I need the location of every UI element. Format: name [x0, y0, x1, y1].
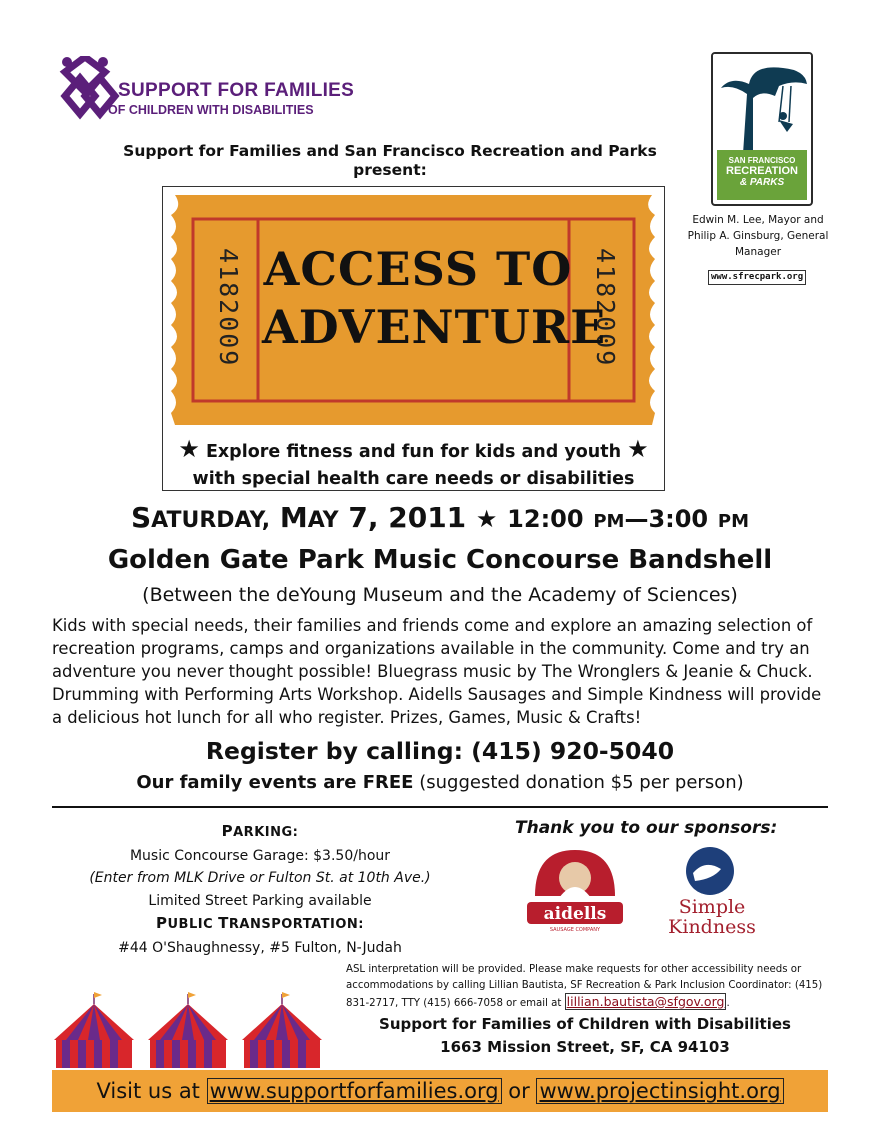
ticket-caption-line2: with special health care needs or disabilities: [192, 469, 635, 489]
presenter-line1: Support for Families and San Francisco Recreation and Parks: [123, 142, 657, 160]
kindness-line2: Kindness: [668, 916, 756, 938]
mayor-line1: Edwin M. Lee, Mayor and: [692, 214, 824, 226]
asl-notice: [346, 962, 824, 1012]
org-address-block: [346, 1013, 824, 1059]
venue: Golden Gate Park Music Concourse Bandshell: [107, 545, 773, 575]
presenter-text: [80, 142, 700, 180]
free-notice: [40, 770, 840, 796]
projectinsight-link[interactable]: www.projectinsight.org: [536, 1078, 783, 1104]
org-name-line2: OF CHILDREN WITH DISABILITIES: [108, 103, 314, 117]
ticket-number-left: 4182009: [214, 248, 243, 368]
supportforfamilies-link[interactable]: www.supportforfamilies.org: [207, 1078, 502, 1104]
aidells-sub: SAUSAGE COMPANY: [549, 927, 601, 932]
presenter-line2: present:: [353, 161, 427, 179]
event-date-time: [40, 500, 840, 540]
ticket-caption-line1: [165, 437, 662, 466]
aidells-small: CHEF BRUCE: [558, 896, 592, 902]
start-time: 12:00: [507, 505, 584, 533]
day-rest: ATURDAY,: [151, 508, 271, 533]
caption-line1-text: Explore fitness and fun for kids and youth: [205, 442, 622, 462]
sfrecpark-link[interactable]: www.sfrecpark.org: [708, 270, 806, 285]
parking-line2: (Enter from MLK Drive or Fulton St. at 10th Ave.): [89, 870, 431, 886]
visit-prefix: Visit us at: [96, 1079, 200, 1103]
mayor-credit: [683, 212, 833, 260]
venue-subtitle: (Between the deYoung Museum and the Academy of Sciences): [142, 584, 738, 606]
visit-us: [52, 1076, 828, 1106]
section-divider: [52, 806, 828, 808]
month-rest: AY: [307, 508, 339, 533]
parking-heading: PARKING:: [221, 822, 299, 840]
ticket-title-line2: ADVENTURE: [262, 300, 607, 354]
org-name-line1: SUPPORT FOR FAMILIES: [118, 80, 355, 101]
parking-info: [60, 820, 460, 959]
ticket-title-line1: ACCESS TO: [263, 242, 573, 296]
free-bold: Our family events are FREE: [136, 772, 414, 793]
kindness-line1: Simple: [678, 896, 746, 918]
star-icon: ★: [178, 435, 200, 463]
parks-logo-line3: & PARKS: [739, 177, 785, 188]
register-phone: Register by calling: (415) 920-5040: [205, 737, 675, 765]
asl-text: ASL interpretation will be provided. Please make requests for other accessibility needs or accommodations by calling Lillian Bautista, SF Recreation & Park Inclusion Coordinator: (415) 831-2717, TTY (415) 666-7058 or email at: [346, 964, 823, 1009]
sf-rec-parks-logo: [711, 52, 813, 206]
ticket-caption: [165, 437, 662, 493]
star-icon: ★: [627, 435, 649, 463]
end-period: PM: [717, 511, 749, 532]
start-period: PM: [593, 511, 625, 532]
parking-line3: Limited Street Parking available: [148, 892, 372, 909]
end-time: 3:00: [648, 505, 709, 533]
date-rest: 7, 2011: [348, 501, 467, 534]
sponsors-heading: Thank you to our sponsors:: [515, 818, 778, 838]
email-link[interactable]: lillian.bautista@sfgov.org: [566, 994, 725, 1009]
tree-swing-icon: [713, 54, 811, 154]
tent-3: [242, 992, 322, 1068]
parks-logo-line1: SAN FRANCISCO: [728, 156, 796, 165]
month-initial: M: [279, 501, 308, 534]
circus-tents-illustration: [52, 990, 332, 1070]
parks-logo-line2: RECREATION: [726, 165, 798, 177]
ticket-number-right: 4182009: [591, 248, 620, 368]
transport-line: #44 O'Shaughnessy, #5 Fulton, N-Judah: [118, 939, 402, 956]
aidells-name: aidells: [543, 904, 607, 924]
aidells-logo: [525, 846, 625, 932]
star-separator-icon: ★: [475, 505, 498, 533]
parks-logo-band: [717, 150, 807, 200]
mayor-line2: Philip A. Ginsburg, General: [687, 230, 829, 242]
mayor-line3: Manager: [734, 246, 782, 258]
org-address: 1663 Mission Street, SF, CA 94103: [440, 1038, 730, 1056]
ticket-title: [262, 240, 607, 356]
parking-line1: Music Concourse Garage: $3.50/hour: [129, 847, 391, 864]
asl-period: .: [726, 998, 730, 1009]
org-name: Support for Families of Children with Disabilities: [379, 1015, 791, 1033]
event-description: Kids with special needs, their families and friends come and explore an amazing selection of recreation programs, camps and organizations available in the community. Come and try an adventure you never thought possible! Bluegrass music by The Wronglers & Jeanie & Chuck. Drumming with Performing Arts Workshop. Aidells Sausages and Simple Kindness will provide a delicious hot lunch for all who register. Prizes, Games, Music & Crafts!: [52, 616, 822, 727]
tent-1: [54, 992, 134, 1068]
tent-2: [148, 992, 228, 1068]
simple-kindness-logo: [665, 843, 760, 938]
transport-heading: PUBLIC TRANSPORTATION:: [156, 914, 364, 932]
time-dash: —: [624, 505, 649, 533]
day-initial: S: [130, 501, 152, 534]
visit-or: or: [508, 1079, 530, 1103]
free-rest: (suggested donation $5 per person): [419, 772, 744, 793]
